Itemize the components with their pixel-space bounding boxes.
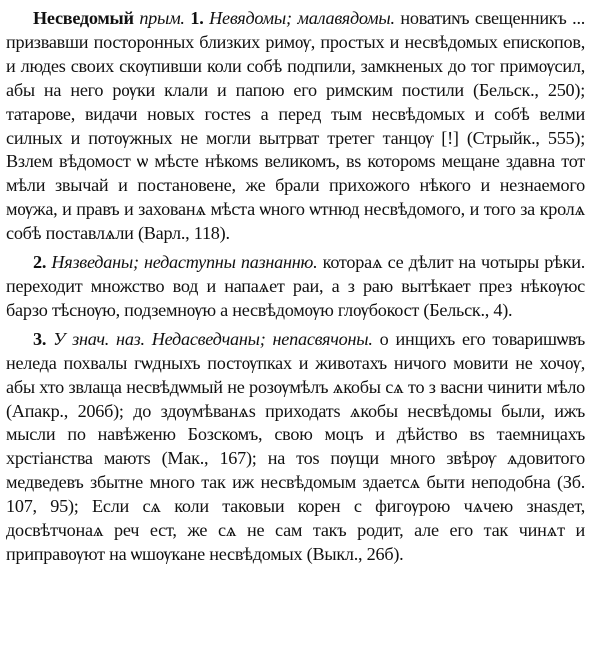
entry-headword: Несведомый xyxy=(33,8,134,28)
dictionary-entry-sense-2 xyxy=(6,251,585,323)
dictionary-entry-sense-3 xyxy=(6,328,585,567)
sense-definition: Невядомы; малавядомы. xyxy=(209,8,395,28)
part-of-speech: прым. xyxy=(139,8,185,28)
sense-number: 3. xyxy=(33,328,47,349)
sense-citations: новатиɴъ свещенникъ ... призвавши посторонных близких римѹ, простых и несвѣдомых епископов, и людеѕ своих скѹпивши коли собѣ подпили, замкненых до тог примѹсил, абы на него рѹки клали и папою его римским постили (Бельск., 250); татарове, видачи новых гостеѕ а перед тым несвѣдомых и собѣ велми силных и потѹжных не могли вытрват третег танцѹ [!] (Стрыйк., 555); Взлем вѣдомост ѡ мѣсте нѣкомѕ великомъ, вѕ которомѕ мещане здавна тот мѣли звычай и постановене, же брали прихожого нѣкого и незнаемого мѹжа, и правъ и захованѧ мѣста ѡного ѡтнюд несвѣдомого, и того за кролѧ собѣ поставлѧли (Варл., 118). xyxy=(6,8,586,244)
sense-citations: котораѧ се дѣлит на чотыры рѣки. переходит множство вод и напаѧет раи, а з раю вытѣкает през нѣкѹюс барзо тѣснѹю, подземнѹю а несвѣдомѹю глѹбокост (Бельск., 4). xyxy=(6,252,586,320)
sense-number: 2. xyxy=(33,252,47,273)
dictionary-entry-sense-1 xyxy=(6,7,585,246)
sense-number: 1. xyxy=(190,8,204,28)
sense-definition: Нязведаны; недаступны пазнанню. xyxy=(51,252,318,273)
sense-definition: У знач. наз. Недасведчаны; непасвячоны. xyxy=(53,328,373,349)
sense-citations: о инщихъ его товаришѡвъ неледа похвалы гѡдныхъ постѹпках и животахъ ничого мовити не хочѹ, абы хто звлаща несвѣдѡмый не розѹмѣлъ ѧкобы сѧ то з васни чинити мѣло (Апакр., 206б); до здѹмѣванѧѕ приходатѕ ѧкобы несвѣдомы были, ижъ мысли по навѣженю Бозскомъ, свою моцъ и дѣйство вѕ таемницахъ хрстіанства маютѕ (Мак., 167); на тоѕ пѹщи много звѣрѹ ѧдовитого медведевъ збытне много так иж несвѣдомым здаетсѧ быти неподобна (Зб. 107, 95); Если сѧ коли таковыи корен с фигѹрою чѧчею знаѕдет, досвѣтчонаѧ реч ест, же сѧ не сам такъ родит, але его так чинѧт и приправѹют на ѡшѹкане несвѣдомых (Выкл., 26б). xyxy=(6,328,586,564)
